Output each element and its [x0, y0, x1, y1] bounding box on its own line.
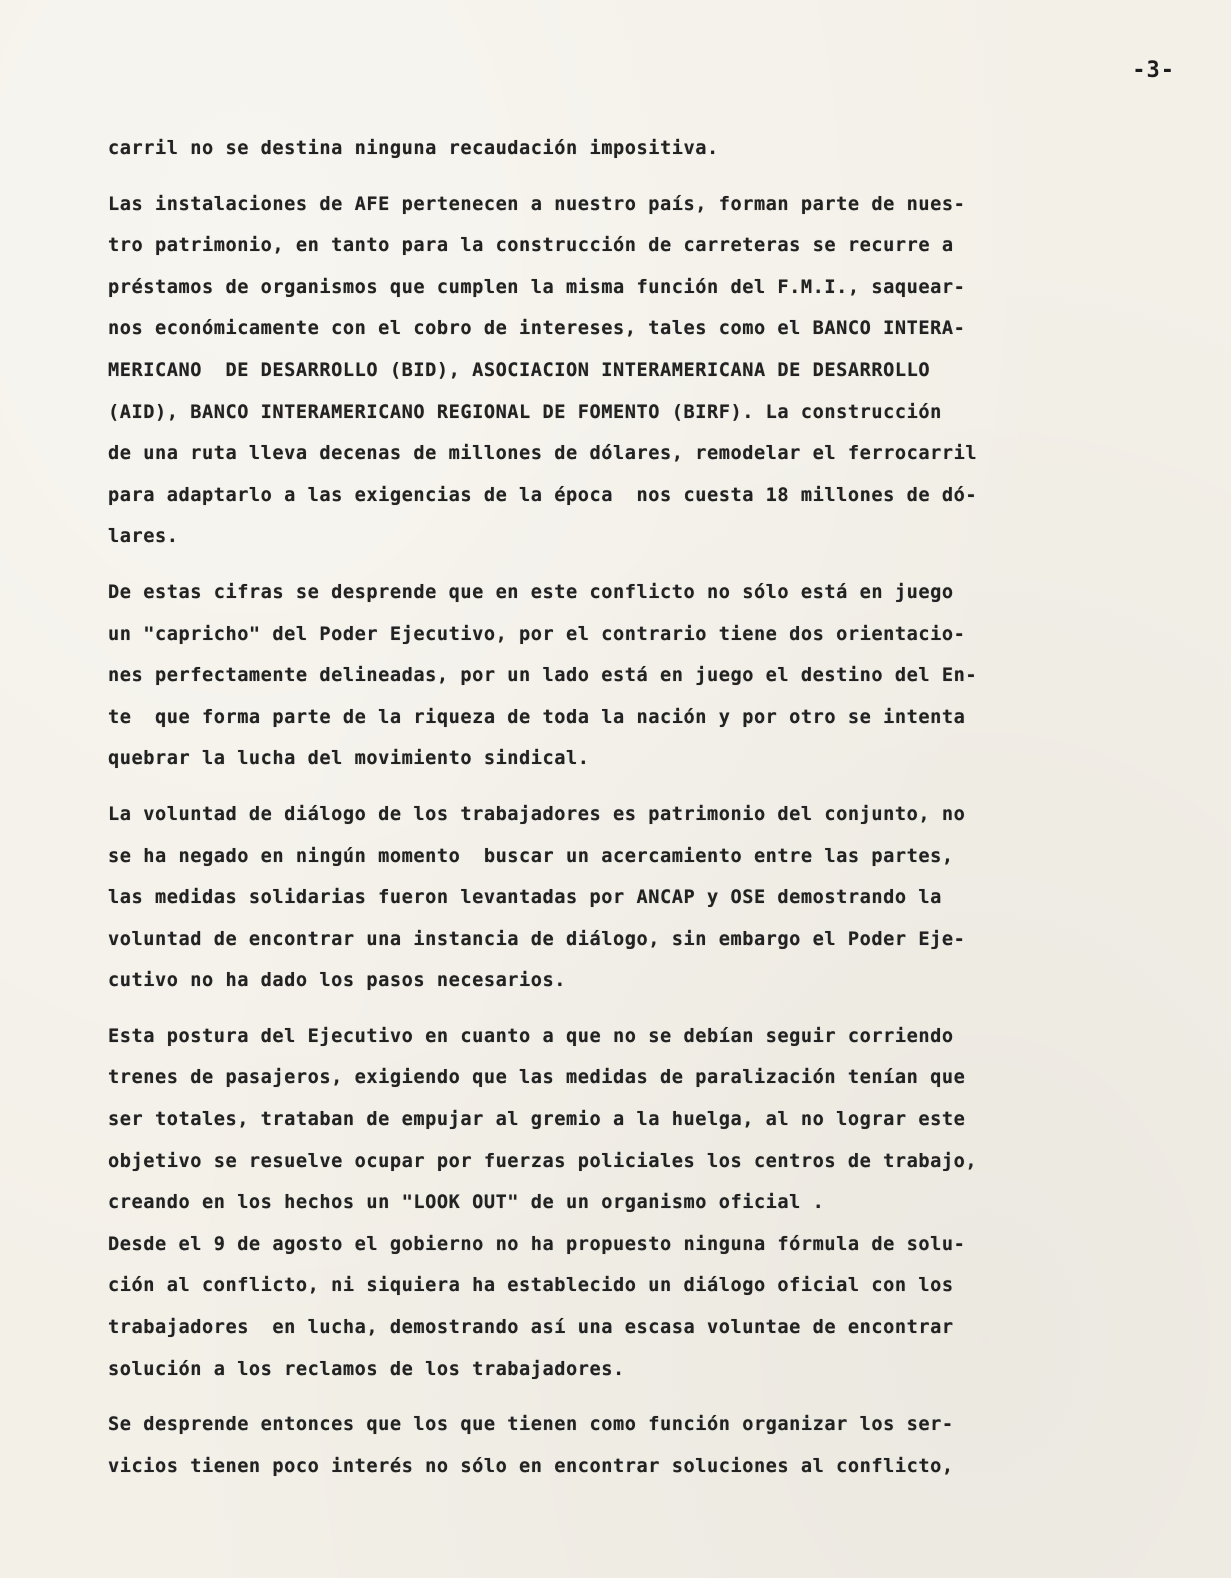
- text-line: voluntad de encontrar una instancia de diálogo, sin embargo el Poder Eje-: [108, 928, 966, 950]
- paragraph: [108, 1404, 1168, 1487]
- document-body: [108, 128, 1168, 1487]
- text-line: nos económicamente con el cobro de intereses, tales como el BANCO INTERA-: [108, 318, 966, 340]
- text-line: Esta postura del Ejecutivo en cuanto a que no se debían seguir corriendo: [108, 1025, 954, 1047]
- paragraph-gap: [108, 780, 1168, 794]
- text-line: quebrar la lucha del movimiento sindical.: [108, 748, 590, 770]
- text-line: nes perfectamente delineadas, por un lado está en juego el destino del En-: [108, 665, 978, 687]
- text-line: préstamos de organismos que cumplen la misma función del F.M.I., saquear-: [108, 276, 966, 298]
- paragraph-gap: [108, 1390, 1168, 1404]
- text-line: las medidas solidarias fueron levantadas por ANCAP y OSE demostrando la: [108, 887, 942, 909]
- text-line: objetivo se resuelve ocupar por fuerzas policiales los centros de trabajo,: [108, 1150, 978, 1172]
- text-line: MERICANO DE DESARROLLO (BID), ASOCIACION INTERAMERICANA DE DESARROLLO: [108, 359, 931, 381]
- paragraph-gap: [108, 558, 1168, 572]
- text-line: De estas cifras se desprende que en este conflicto no sólo está en juego: [108, 581, 954, 603]
- text-line: trenes de pasajeros, exigiendo que las medidas de paralización tenían que: [108, 1067, 966, 1089]
- text-line: solución a los reclamos de los trabajadores.: [108, 1358, 625, 1380]
- paragraph: [108, 794, 1168, 1002]
- text-line: creando en los hechos un "LOOK OUT" de un organismo oficial .: [108, 1192, 825, 1214]
- text-line: (AID), BANCO INTERAMERICANO REGIONAL DE FOMENTO (BIRF). La construcción: [108, 401, 942, 423]
- text-line: La voluntad de diálogo de los trabajadores es patrimonio del conjunto, no: [108, 803, 966, 825]
- paragraph: [108, 572, 1168, 780]
- text-line: Desde el 9 de agosto el gobierno no ha propuesto ninguna fórmula de solu-: [108, 1233, 966, 1255]
- text-line: de una ruta lleva decenas de millones de dólares, remodelar el ferrocarril: [108, 443, 978, 465]
- text-line: lares.: [108, 526, 179, 548]
- paragraph: [108, 184, 1168, 558]
- text-line: trabajadores en lucha, demostrando así una escasa voluntae de encontrar: [108, 1317, 954, 1339]
- text-line: Se desprende entonces que los que tienen como función organizar los ser-: [108, 1414, 954, 1436]
- text-line: tro patrimonio, en tanto para la construcción de carreteras se recurre a: [108, 235, 954, 257]
- paragraph-gap: [108, 1002, 1168, 1016]
- page-number: -3-: [1132, 58, 1175, 83]
- text-line: se ha negado en ningún momento buscar un acercamiento entre las partes,: [108, 845, 954, 867]
- paragraph: [108, 128, 1168, 170]
- text-line: carril no se destina ninguna recaudación impositiva.: [108, 138, 719, 159]
- paragraph: [108, 1016, 1168, 1224]
- text-line: un "capricho" del Poder Ejecutivo, por el contrario tiene dos orientacio-: [108, 623, 966, 645]
- text-line: para adaptarlo a las exigencias de la época nos cuesta 18 millones de dó-: [108, 484, 978, 506]
- text-line: Las instalaciones de AFE pertenecen a nuestro país, forman parte de nues-: [108, 193, 966, 215]
- text-line: te que forma parte de la riqueza de toda la nación y por otro se intenta: [108, 706, 966, 728]
- paragraph-gap: [108, 170, 1168, 184]
- paragraph: [108, 1224, 1168, 1390]
- text-line: ser totales, trataban de empujar al gremio a la huelga, al no lograr este: [108, 1109, 966, 1131]
- text-line: vicios tienen poco interés no sólo en encontrar soluciones al conflicto,: [108, 1455, 954, 1477]
- text-line: ción al conflicto, ni siquiera ha establecido un diálogo oficial con los: [108, 1275, 954, 1297]
- text-line: cutivo no ha dado los pasos necesarios.: [108, 970, 567, 992]
